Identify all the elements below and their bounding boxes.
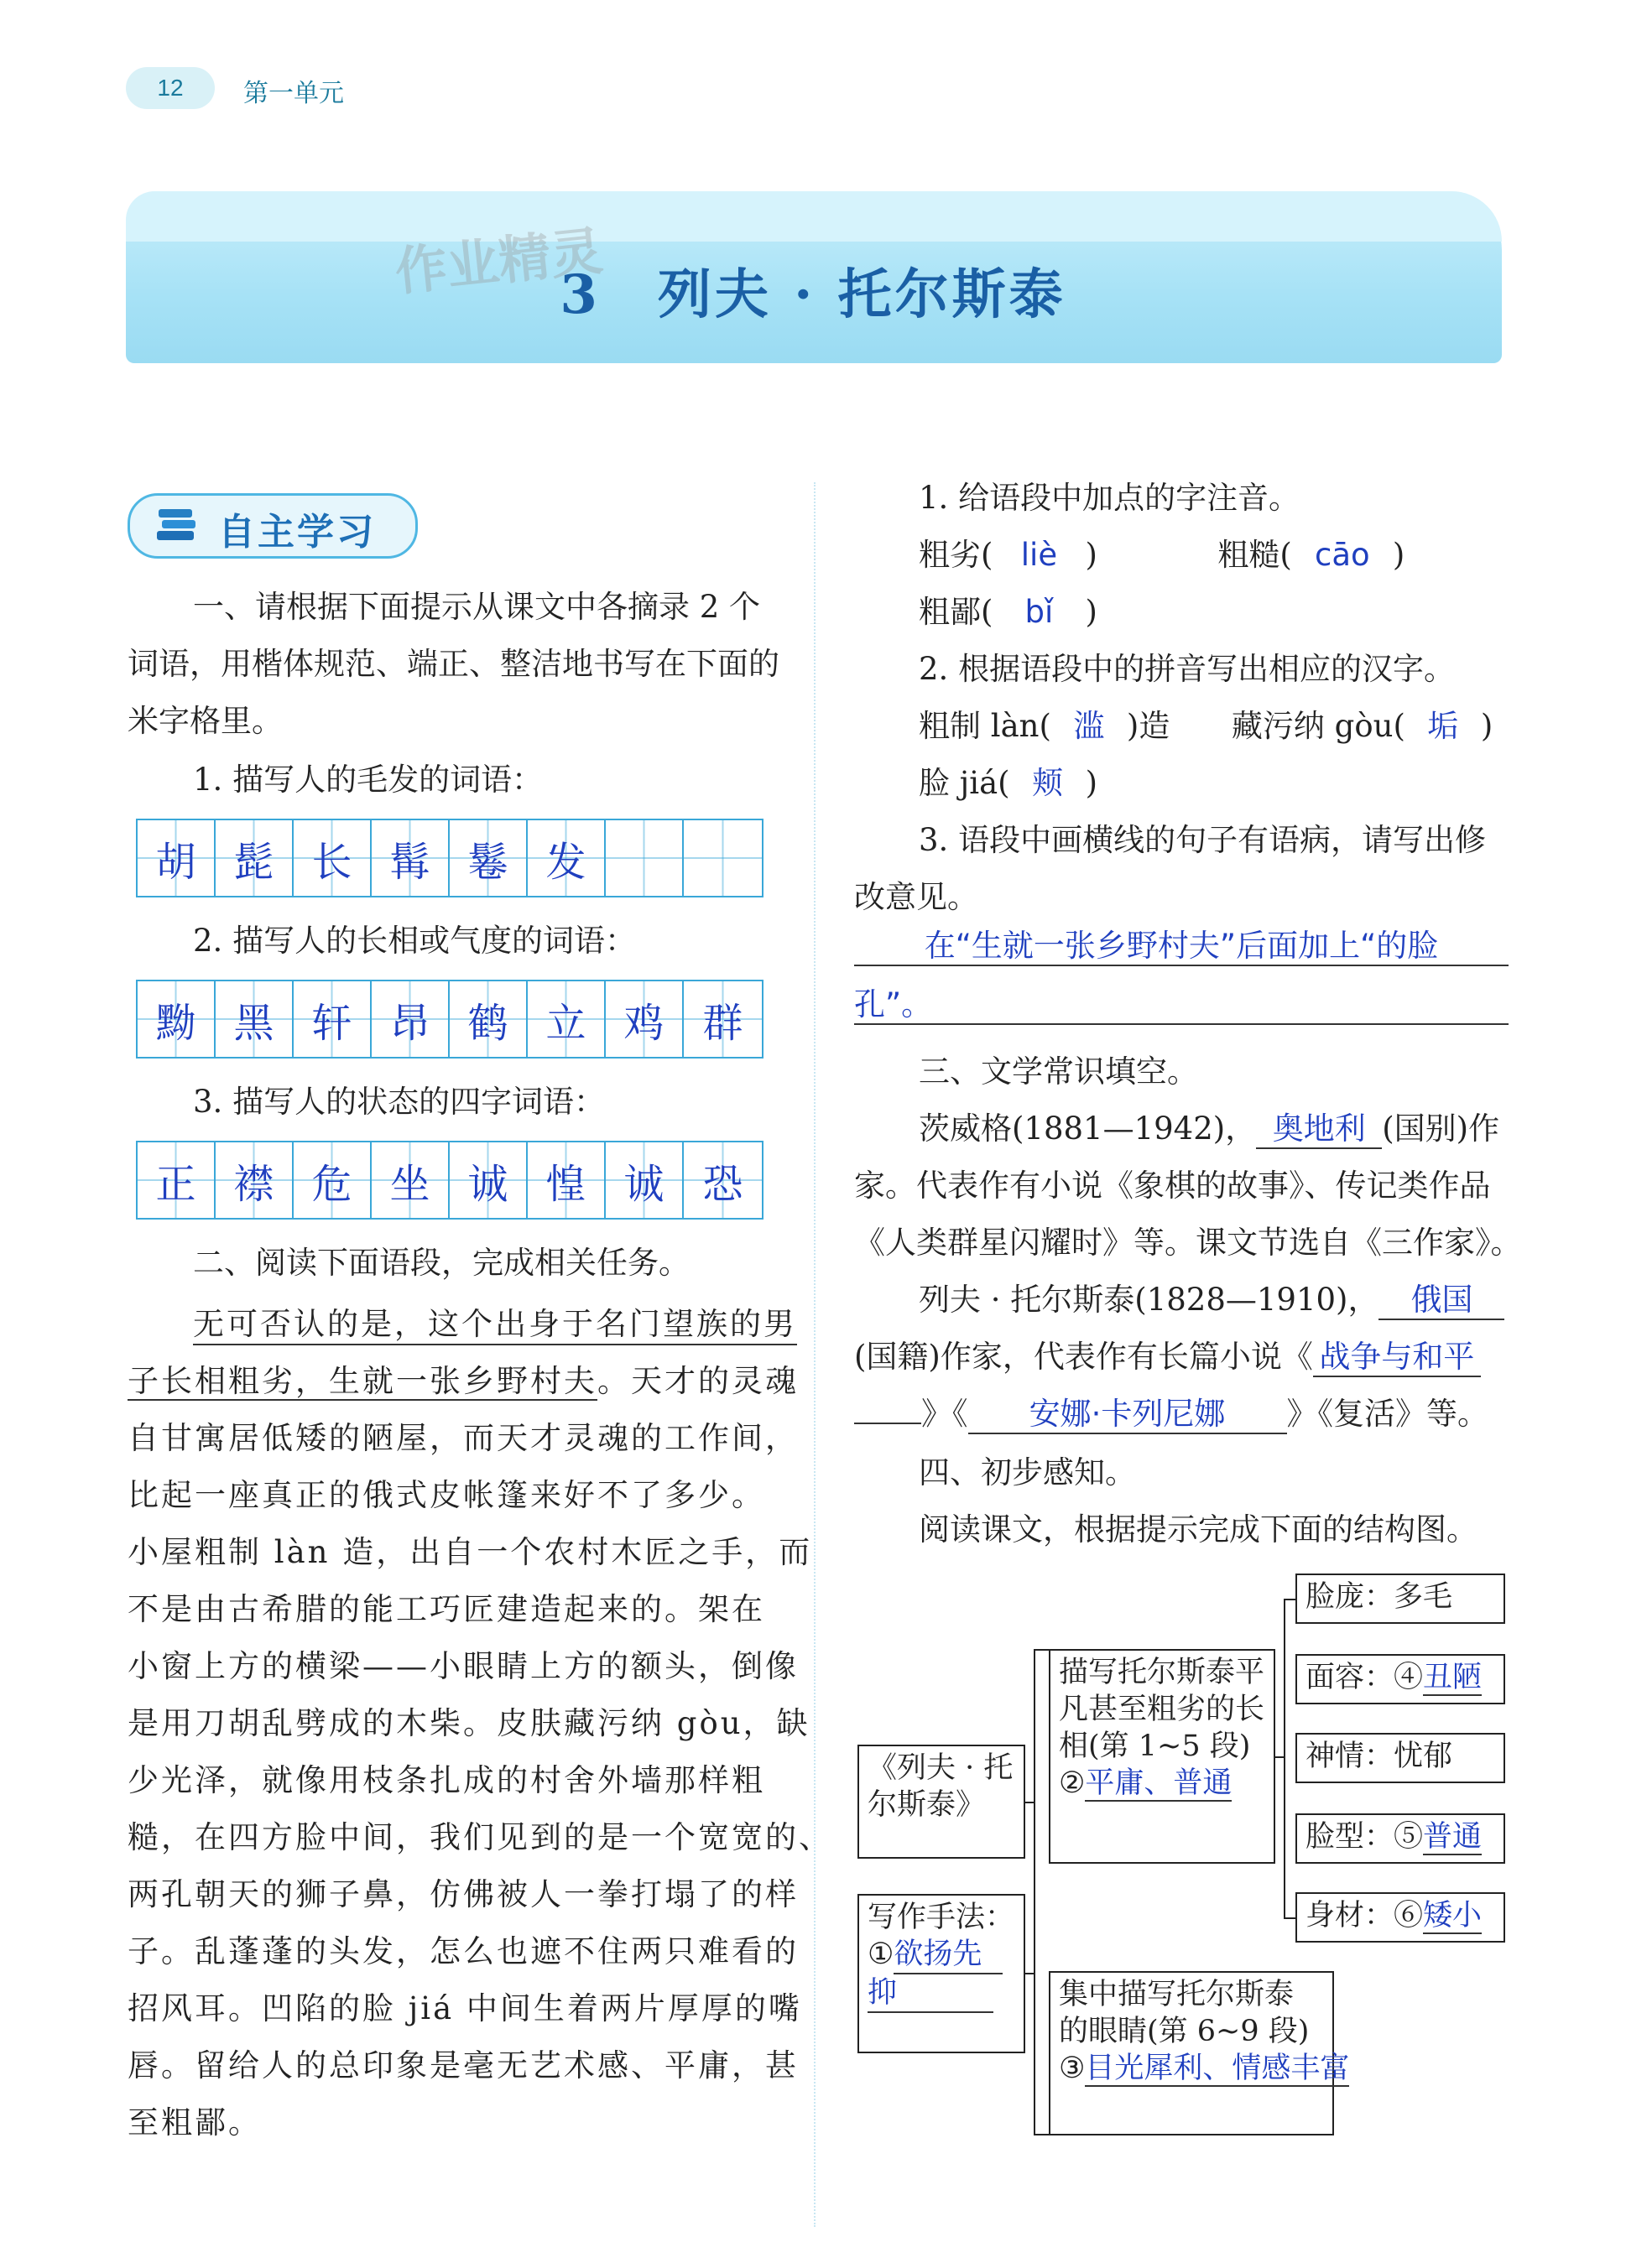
s3-line4-pre: 列夫 · 托尔斯泰(1828—1910)，	[919, 1282, 1379, 1318]
diagram-mid2-line1: 集中描写托尔斯泰	[1059, 1978, 1295, 2011]
grid-char: 长	[311, 838, 352, 886]
diagram-mid2-line2: 的眼睛(第 6~9 段)	[1059, 2015, 1310, 2048]
grid-char: 发	[545, 838, 586, 886]
paren-close: )	[1085, 765, 1097, 801]
q1-intro-line2: 词语，用楷体规范、端正、整洁地书写在下面的	[128, 646, 779, 682]
r2-prompt: 2. 根据语段中的拼音写出相应的汉字。	[919, 651, 1456, 687]
grid-cell	[372, 820, 450, 896]
passage-line-8: 是用刀胡乱劈成的木柴。皮肤藏污纳 gòu，缺	[128, 1705, 810, 1741]
passage-line-15: 至粗鄙。	[128, 2104, 262, 2141]
hanzi-label-3: 脸 jiá(	[919, 765, 1010, 801]
grid-char: 鬈	[467, 838, 508, 886]
grid-cell	[528, 981, 606, 1057]
s3-line6-post: 》《复活》等。	[1286, 1396, 1488, 1432]
diagram-leaf-5-label: 身材：⑥	[1305, 1899, 1424, 1932]
writing-grid-1	[136, 819, 763, 897]
hanzi-label-1: 粗制 làn(	[919, 708, 1051, 744]
r3-answer-line2: 孔”。	[854, 986, 1509, 1025]
passage-line-13: 招风耳。凹陷的脸 jiá 中间生着两片厚厚的嘴	[128, 1990, 802, 2026]
grid-char: 昂	[389, 999, 430, 1047]
grid-cell	[372, 981, 450, 1057]
passage-line-2-rest: 。天才的灵魂	[597, 1363, 799, 1399]
passage-line-2	[128, 1355, 799, 1401]
grid-cell	[606, 981, 684, 1057]
diagram-mid1-num: ②	[1059, 1766, 1086, 1800]
q1-intro-line1: 一、请根据下面提示从课文中各摘录 2 个	[193, 589, 761, 625]
grid-cell	[450, 1142, 528, 1218]
grid-cell	[216, 981, 294, 1057]
diagram-leaf-5-answer: 矮小	[1423, 1899, 1483, 1932]
passage-line-7: 小窗上方的横梁——小眼睛上方的额头，倒像	[128, 1648, 799, 1684]
hanzi-label-2: 藏污纳 gòu(	[1231, 708, 1405, 744]
grid-char: 髭	[233, 838, 274, 886]
writing-grid-3	[136, 1141, 763, 1220]
grid-char: 胡	[155, 838, 196, 886]
grid-cell	[216, 820, 294, 896]
unit-label: 第一单元	[243, 79, 344, 108]
grid-char: 恐	[702, 1160, 743, 1208]
s3-answer-country1: 奥地利	[1256, 1111, 1382, 1149]
bracket-right-top	[1284, 1599, 1295, 1600]
lesson-title: 3 列夫 · 托尔斯泰	[560, 263, 1066, 326]
s3-answer-country2: 俄国	[1378, 1282, 1504, 1320]
paren-close: )	[1392, 537, 1405, 573]
grid-cell	[138, 820, 216, 896]
paren-close: )	[1085, 594, 1097, 630]
hanzi-answer-3: 颊	[1032, 765, 1064, 801]
r3-answer-line1: 在“生就一张乡野村夫”后面加上“的脸	[854, 928, 1509, 966]
s3-line4	[919, 1282, 1504, 1320]
grid-cell	[372, 1142, 450, 1218]
hanzi-post-2: )	[1480, 708, 1493, 744]
section-badge-label: 自主学习	[218, 511, 376, 554]
passage-line-12: 子。乱蓬蓬的头发，怎么也遮不住两只难看的	[128, 1933, 799, 1969]
grid-char: 鸡	[623, 999, 664, 1047]
q1-2-prompt: 2. 描写人的长相或气度的词语：	[193, 923, 637, 959]
diagram-root-line1: 《列夫 · 托	[868, 1751, 1014, 1785]
s3-line1	[919, 1111, 1499, 1149]
diagram-method-label: 写作手法：	[868, 1901, 1015, 1934]
diagram-leaf-5	[1295, 1892, 1505, 1943]
grid-cell	[138, 981, 216, 1057]
s4-title: 四、初步感知。	[919, 1454, 1136, 1490]
grid-cell	[528, 820, 606, 896]
grid-cell	[606, 820, 684, 896]
passage-line-4: 比起一座真正的俄式皮帐篷来好不了多少。	[128, 1477, 765, 1513]
passage-line-3: 自甘寓居低矮的陋屋，而天才灵魂的工作间，	[128, 1420, 799, 1456]
hanzi-row-1	[919, 708, 1493, 745]
pinyin-answer-1: liè	[1020, 537, 1058, 573]
diagram-mid1-line2: 凡甚至粗劣的长	[1059, 1693, 1265, 1726]
diagram-root-box	[857, 1745, 1025, 1859]
grid-char: 襟	[233, 1160, 274, 1208]
grid-char: 危	[311, 1160, 352, 1208]
diagram-method-answer-1: 欲扬先	[894, 1936, 1003, 1974]
grid-char: 正	[155, 1160, 196, 1208]
diagram-mid1-line3: 相(第 1~5 段)	[1059, 1730, 1251, 1763]
diagram-leaf-4	[1295, 1813, 1505, 1864]
grid-cell	[684, 820, 762, 896]
grid-cell	[606, 1142, 684, 1218]
diagram-leaf-3: 神情：忧郁	[1295, 1733, 1505, 1783]
s3-line3: 《人类群星闪耀时》等。课文节选自《三作家》。	[854, 1225, 1522, 1261]
watermark: 作业精灵	[392, 220, 606, 303]
grid-char: 诚	[467, 1160, 508, 1208]
paren-close: )	[1085, 537, 1097, 573]
grid-cell	[528, 1142, 606, 1218]
bracket-right-bottom	[1284, 1917, 1295, 1919]
title-banner-strip	[126, 191, 1502, 242]
diagram-mid1-box	[1049, 1649, 1275, 1864]
diagram-root-line2: 尔斯泰》	[868, 1788, 986, 1822]
grid-char: 鹤	[467, 999, 508, 1047]
pinyin-row-1	[919, 537, 1405, 574]
bracket-right-tick	[1275, 1756, 1284, 1758]
grid-char: 惶	[545, 1160, 586, 1208]
passage-line-14: 唇。留给人的总印象是毫无艺术感、平庸，甚	[128, 2047, 799, 2083]
grid-cell	[294, 820, 372, 896]
s3-answer-novel1: 战争与和平	[1313, 1339, 1481, 1377]
grid-cell	[138, 1142, 216, 1218]
s3-line5	[854, 1339, 1481, 1377]
pinyin-answer-3: bǐ	[1024, 594, 1054, 630]
diagram-method-box	[857, 1894, 1025, 2053]
diagram-leaf-2	[1295, 1654, 1505, 1704]
passage-line-1: 无可否认的是，这个出身于名门望族的男	[193, 1298, 797, 1345]
pinyin-label-1: 粗劣(	[919, 537, 993, 573]
s3-line6	[854, 1396, 1488, 1434]
q1-intro-line3: 米字格里。	[128, 703, 283, 739]
books-icon	[155, 506, 202, 553]
q2-intro: 二、阅读下面语段，完成相关任务。	[193, 1245, 690, 1281]
bracket-left-top	[1034, 1649, 1049, 1651]
diagram-leaf-4-label: 脸型：⑤	[1305, 1820, 1424, 1854]
grid-char: 髯	[389, 838, 430, 886]
grid-cell	[216, 1142, 294, 1218]
writing-grid-2	[136, 980, 763, 1059]
diagram-mid2-num: ③	[1059, 2052, 1086, 2085]
bracket-right-vertical	[1284, 1599, 1285, 1917]
grid-char: 轩	[311, 999, 352, 1047]
hanzi-answer-1: 滥	[1073, 708, 1105, 744]
passage-line-9: 少光泽，就像用枝条扎成的村舍外墙那样粗	[128, 1762, 765, 1798]
grid-char: 群	[702, 999, 743, 1047]
s3-line6-mid: 》《	[921, 1396, 968, 1432]
grid-cell	[294, 1142, 372, 1218]
pinyin-answer-2: cāo	[1315, 537, 1370, 573]
grid-cell	[450, 981, 528, 1057]
q1-3-prompt: 3. 描写人的状态的四字词语：	[193, 1084, 606, 1120]
underlined-sentence: 子长相粗劣，生就一张乡野村夫	[128, 1363, 597, 1399]
r1-prompt: 1. 给语段中加点的字注音。	[919, 480, 1300, 516]
grid-char: 诚	[623, 1160, 664, 1208]
r3-prompt-line1: 3. 语段中画横线的句子有语病，请写出修	[919, 822, 1487, 858]
bracket-left-vertical	[1034, 1649, 1035, 2135]
s3-line1-post: (国别)作	[1382, 1111, 1500, 1147]
grid-char: 坐	[389, 1160, 430, 1208]
grid-char: 立	[545, 999, 586, 1047]
diagram-mid1-answer: 平庸、普通	[1085, 1766, 1233, 1800]
bracket-left-tick-method	[1025, 1973, 1034, 1974]
bracket-left-tick-root	[1025, 1802, 1034, 1803]
diagram-method-answer-2: 抑	[868, 1974, 993, 2013]
page-number: 12	[126, 67, 215, 109]
diagram-leaf-2-answer: 丑陋	[1423, 1661, 1483, 1694]
r3-prompt-line2: 改意见。	[854, 879, 978, 915]
q1-1-prompt: 1. 描写人的毛发的词语：	[193, 762, 544, 798]
grid-cell	[684, 1142, 762, 1218]
grid-cell	[450, 820, 528, 896]
bracket-left-bottom	[1034, 2134, 1049, 2135]
grid-char: 黝	[155, 999, 196, 1047]
grid-cell	[294, 981, 372, 1057]
diagram-mid2-answer: 目光犀利、情感丰富	[1085, 2052, 1350, 2085]
diagram-leaf-2-label: 面容：④	[1305, 1661, 1424, 1694]
diagram-method-num: ①	[868, 1938, 894, 1971]
pinyin-label-2: 粗糙(	[1217, 537, 1292, 573]
pinyin-row-2	[919, 594, 1097, 631]
s4-line1: 阅读课文，根据提示完成下面的结构图。	[919, 1511, 1477, 1548]
s3-answer-novel2: 安娜·卡列尼娜	[968, 1396, 1287, 1434]
hanzi-answer-2: 垢	[1427, 708, 1459, 744]
s3-line1-pre: 茨威格(1881—1942)，	[919, 1111, 1257, 1147]
s3-line5-pre: (国籍)作家，代表作有长篇小说《	[854, 1339, 1313, 1375]
grid-char: 黑	[233, 999, 274, 1047]
passage-line-10: 糙，在四方脸中间，我们见到的是一个宽宽的、	[128, 1819, 832, 1855]
s3-title: 三、文学常识填空。	[919, 1053, 1198, 1090]
passage-line-6: 不是由古希腊的能工巧匠建造起来的。架在	[128, 1591, 765, 1627]
diagram-mid2-box	[1049, 1971, 1350, 2135]
diagram-leaf-4-answer: 普通	[1423, 1820, 1483, 1854]
hanzi-post-1: )造	[1126, 708, 1170, 744]
passage-line-5: 小屋粗制 làn 造，出自一个农村木匠之手，而	[128, 1534, 813, 1570]
diagram-leaf-1: 脸庞：多毛	[1295, 1574, 1505, 1624]
diagram-mid1-line1: 描写托尔斯泰平	[1059, 1656, 1265, 1689]
grid-cell	[684, 981, 762, 1057]
column-divider	[814, 482, 816, 2227]
s3-line2: 家。代表作有小说《象棋的故事》、传记类作品	[854, 1168, 1491, 1204]
pinyin-label-3: 粗鄙(	[919, 594, 993, 630]
passage-line-11: 两孔朝天的狮子鼻，仿佛被人一拳打塌了的样	[128, 1876, 799, 1912]
hanzi-row-2	[919, 765, 1097, 802]
